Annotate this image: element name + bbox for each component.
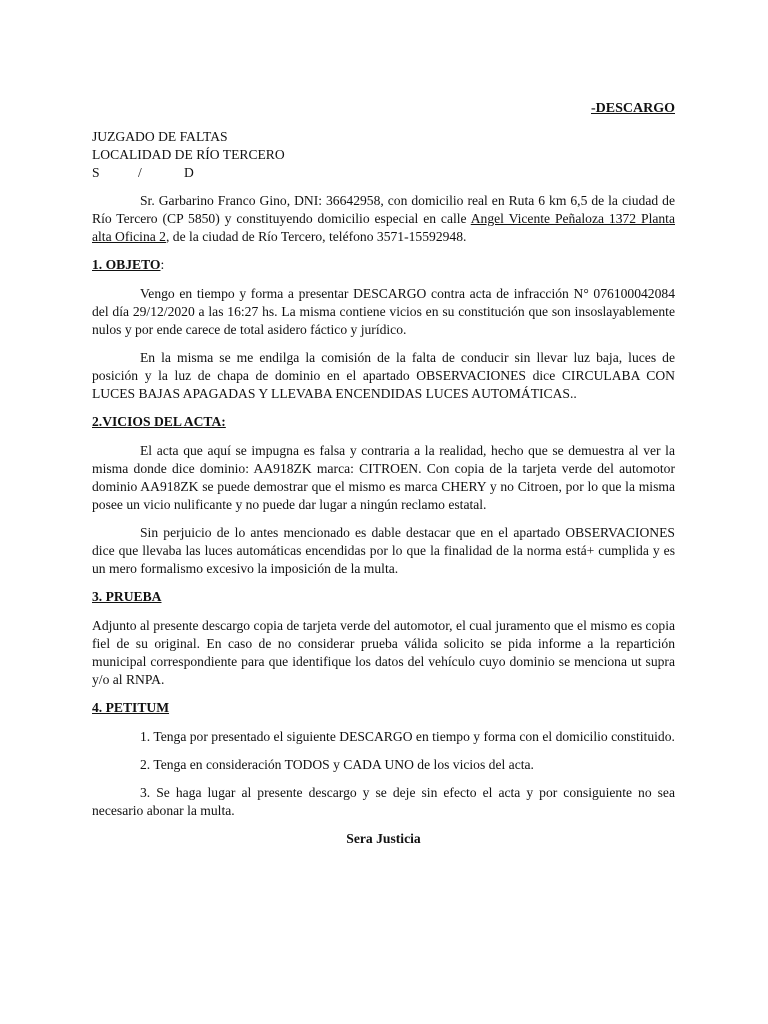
section-prueba-heading [92, 588, 675, 606]
section-petitum-heading [92, 699, 675, 717]
sd-slash: / [138, 165, 142, 180]
petitum-item-2: 2. Tenga en consideración TODOS y CADA UNO de los vicios del acta. [140, 757, 534, 772]
section-prueba-title: 3. PRUEBA [92, 589, 162, 604]
section-petitum-title: 4. PETITUM [92, 700, 170, 715]
document-body [92, 100, 675, 848]
closing-formula: Sera Justicia [346, 831, 421, 846]
court-name: JUZGADO DE FALTAS [92, 129, 228, 144]
section-objeto-title: 1. OBJETO [92, 257, 161, 272]
intro-text-start: Sr. Garbarino Franco Gino, DNI: 36642958, con domicilio real en Ruta 6 km 6,5 de la ciudad de Río Tercero (CP 5850) y constituyendo domicilio especial en calle [92, 193, 675, 226]
prueba-paragraph: Adjunto al presente descargo copia de tarjeta verde del automotor, el cual juramento que el mismo es copia fiel de su original. En caso de no considerar prueba válida solicito se pida informe a la repartición municipal correspondiente para que identifique los datos del vehículo cuyo dominio se menciona ut supra y/o al RNPA. [92, 618, 675, 687]
sd-d: D [184, 165, 194, 180]
intro-text-end: , de la ciudad de Río Tercero, teléfono 3571-15592948. [165, 229, 467, 244]
petitum-item-3: 3. Se haga lugar al presente descargo y se deje sin efecto el acta y por consiguiente no sea necesario abonar la multa. [92, 785, 675, 818]
section-objeto-heading [92, 256, 675, 274]
objeto-paragraph-2: En la misma se me endilga la comisión de la falta de conducir sin llevar luz baja, luces de posición y la luz de chapa de dominio en el apartado OBSERVACIONES dice CIRCULABA CON LUCES BAJAS APAGADAS Y LLEVABA ENCENDIDAS LUCES AUTOMÁTICAS.. [92, 350, 675, 401]
vicios-paragraph-1: El acta que aquí se impugna es falsa y contraria a la realidad, hecho que se demuestra al ver la misma donde dice dominio: AA918ZK marca: CITROEN. Con copia de la tarjeta verde del automotor dominio AA918ZK se puede demostrar que el mismo es marca CHERY y no Citroen, por lo que la misma posee un vicio nulificante y no puede dar lugar a ningún reclamo estatal. [92, 443, 675, 512]
section-vicios-heading [92, 413, 675, 431]
section-objeto-colon: : [160, 257, 165, 272]
intro-paragraph [92, 192, 675, 246]
section-vicios-title: 2.VICIOS DEL ACTA: [92, 414, 226, 429]
vicios-paragraph-2: Sin perjuicio de lo antes mencionado es dable destacar que en el apartado OBSERVACIONES dice que llevaba las luces automáticas encendidas por lo que la finalidad de la norma está+ cumplida y es un mero formalismo excesivo la imposición de la multa. [92, 525, 675, 576]
document-title: -DESCARGO [590, 101, 675, 116]
objeto-paragraph-1: Vengo en tiempo y forma a presentar DESCARGO contra acta de infracción N° 076100042084 del día 29/12/2020 a las 16:27 hs. La misma contiene vicios en su constitución que son insoslayablemente nulos y por ende carece de total asidero fáctico y jurídico. [92, 286, 675, 337]
sd-s: S [92, 165, 100, 180]
sd-line [92, 164, 675, 182]
petitum-item-1: 1. Tenga por presentado el siguiente DESCARGO en tiempo y forma con el domicilio constituido. [140, 729, 675, 744]
court-locality: LOCALIDAD DE RÍO TERCERO [92, 147, 285, 162]
intro-address: Angel Vicente Peñaloza 1372 Planta alta Oficina 2 [92, 211, 675, 244]
